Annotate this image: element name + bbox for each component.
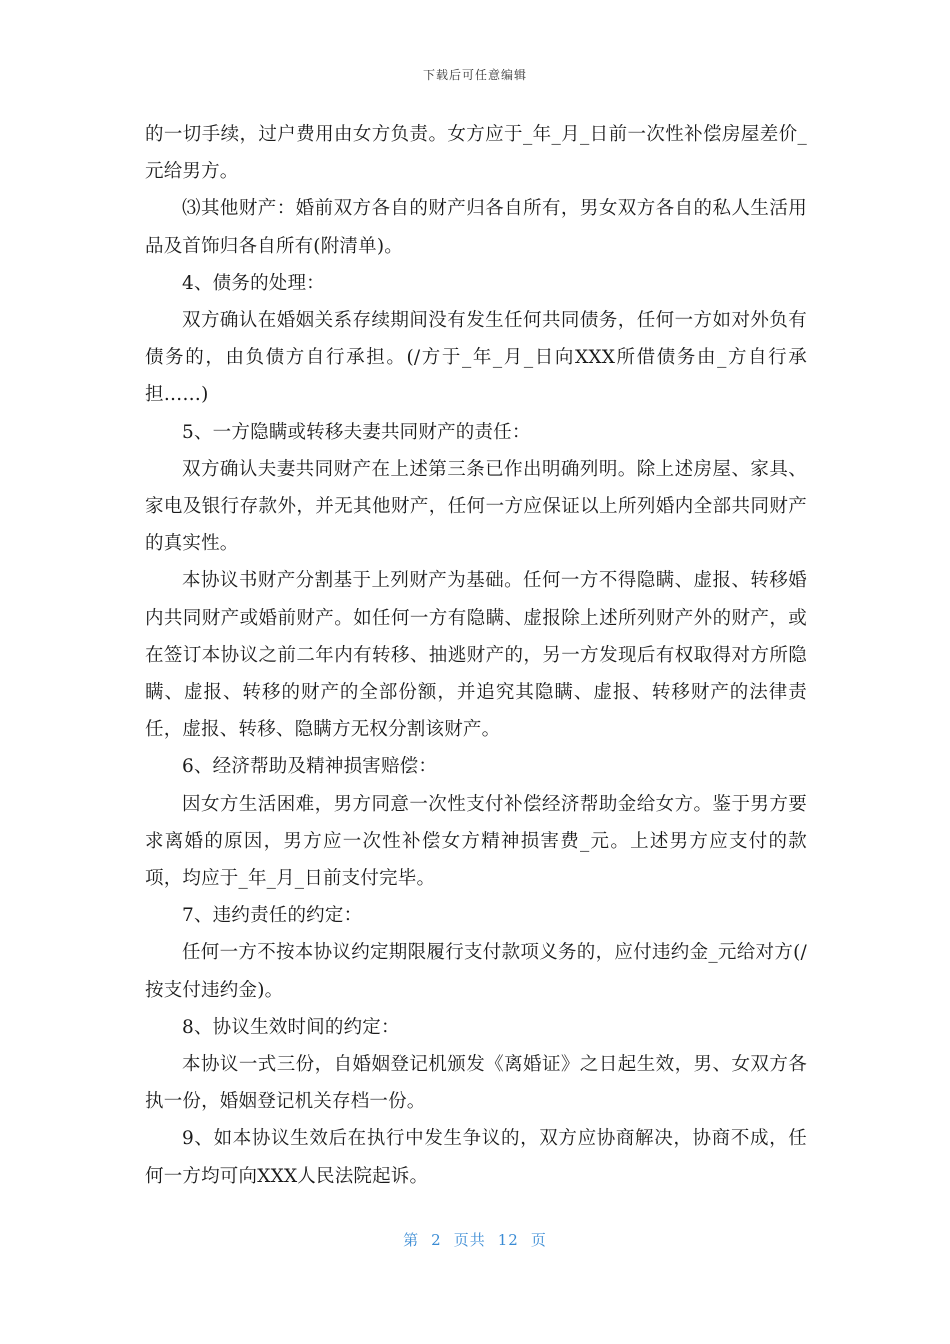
section-heading-debts: 4、债务的处理： bbox=[182, 272, 325, 294]
paragraph-2: ⑶其他财产：婚前双方各自的财产归各自所有，男女双方各自的私人生活用品及首饰归各自所有(附清单)。 bbox=[145, 198, 807, 257]
footer-label-of: 页共 bbox=[453, 1231, 486, 1249]
footer-total-pages: 12 bbox=[497, 1231, 519, 1249]
paragraph-compensation: 因女方生活困难，男方同意一次性支付补偿经济帮助金给女方。鉴于男方要求离婚的原因，男方应一次性补偿女方精神损害费_元。上述男方应支付的款项，均应于_年_月_日前支付完毕。 bbox=[145, 793, 807, 890]
paragraph-concealment-2: 本协议书财产分割基于上列财产为基础。任何一方不得隐瞒、虚报、转移婚内共同财产或婚前财产。如任何一方有隐瞒、虚报除上述所列财产外的财产，或在签订本协议之前二年内有转移、抽逃财产的，另一方发现后有权取得对方所隐瞒、虚报、转移的财产的全部份额，并追究其隐瞒、虚报、转移财产的法律责任，虚报、转移、隐瞒方无权分割该财产。 bbox=[145, 570, 807, 741]
paragraph-debts: 双方确认在婚姻关系存续期间没有发生任何共同债务，任何一方如对外负有债务的，由负债方自行承担。(/方于_年_月_日向XXX所借债务由_方自行承担……) bbox=[145, 310, 807, 406]
paragraph-1: 的一切手续，过户费用由女方负责。女方应于_年_月_日前一次性补偿房屋差价_元给男方。 bbox=[145, 124, 807, 183]
footer-current-page: 2 bbox=[431, 1231, 442, 1249]
paragraph-concealment-1: 双方确认夫妻共同财产在上述第三条已作出明确列明。除上述房屋、家具、家电及银行存款外，并无其他财产，任何一方应保证以上所列婚内全部共同财产的真实性。 bbox=[145, 458, 807, 555]
page-header bbox=[0, 66, 950, 83]
footer-label-page: 第 bbox=[403, 1231, 420, 1249]
section-heading-breach: 7、违约责任的约定： bbox=[182, 905, 363, 927]
paragraph-dispute: 9、如本协议生效后在执行中发生争议的，双方应协商解决，协商不成，任何一方均可向XXX人民法院起诉。 bbox=[145, 1128, 807, 1187]
document-body bbox=[145, 116, 807, 1195]
footer-label-end: 页 bbox=[530, 1231, 547, 1249]
paragraph-effective: 本协议一式三份，自婚姻登记机颁发《离婚证》之日起生效，男、女双方各执一份，婚姻登记机关存档一份。 bbox=[145, 1054, 807, 1113]
section-heading-effective: 8、协议生效时间的约定： bbox=[182, 1016, 400, 1038]
paragraph-breach: 任何一方不按本协议约定期限履行支付款项义务的，应付违约金_元给对方(/按支付违约金)。 bbox=[145, 942, 807, 1001]
section-heading-compensation: 6、经济帮助及精神损害赔偿： bbox=[182, 756, 438, 778]
header-text: 下载后可任意编辑 bbox=[422, 68, 527, 82]
page-footer bbox=[0, 1229, 950, 1250]
section-heading-concealment: 5、一方隐瞒或转移夫妻共同财产的责任： bbox=[182, 421, 531, 443]
